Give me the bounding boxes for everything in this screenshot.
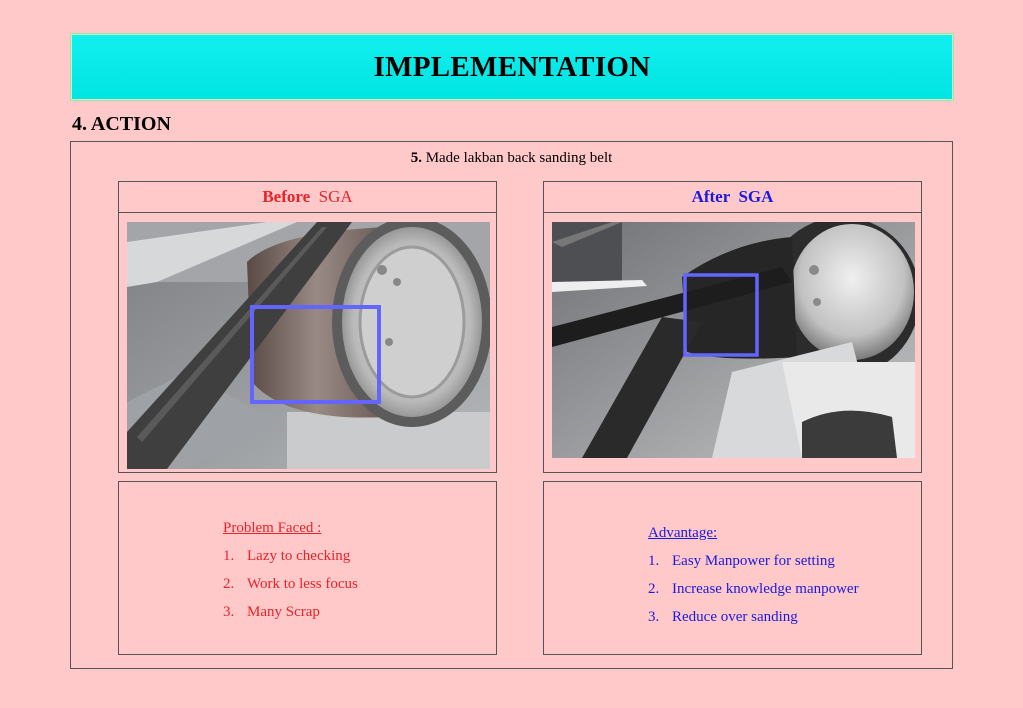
after-notes	[648, 519, 859, 631]
before-photo-illustration	[127, 222, 490, 469]
after-notes-panel	[543, 481, 922, 655]
advantage-list	[648, 547, 859, 631]
advantage-title: Advantage:	[648, 525, 718, 541]
after-heading	[544, 182, 921, 213]
after-heading-text: After SGA	[691, 187, 774, 206]
page-title: IMPLEMENTATION	[373, 50, 651, 83]
list-item: 1. Easy Manpower for setting	[648, 553, 835, 569]
before-notes-panel	[118, 481, 497, 655]
section-heading: 4. ACTION	[72, 113, 171, 135]
subtitle-number: 5.	[410, 150, 422, 166]
action-content-box	[70, 141, 953, 669]
problem-list	[223, 542, 358, 626]
title-bar	[70, 33, 954, 101]
list-item: 1. Lazy to checking	[223, 548, 351, 564]
after-photo-panel	[543, 181, 922, 473]
before-photo-panel	[118, 181, 497, 473]
before-heading-bold: Before	[262, 187, 311, 206]
list-item: 3. Many Scrap	[223, 604, 320, 620]
list-item: 2. Increase knowledge manpower	[648, 581, 859, 597]
before-photo	[127, 222, 490, 469]
before-heading-rest: SGA	[310, 187, 353, 206]
list-item: 3. Reduce over sanding	[648, 609, 798, 625]
action-subtitle	[71, 150, 952, 167]
subtitle-text: Made lakban back sanding belt	[421, 150, 613, 166]
before-notes	[223, 514, 358, 626]
problem-faced-title: Problem Faced :	[223, 520, 322, 536]
after-photo	[552, 222, 915, 458]
list-item: 2. Work to less focus	[223, 576, 358, 592]
after-photo-illustration	[552, 222, 915, 458]
before-heading	[119, 182, 496, 213]
